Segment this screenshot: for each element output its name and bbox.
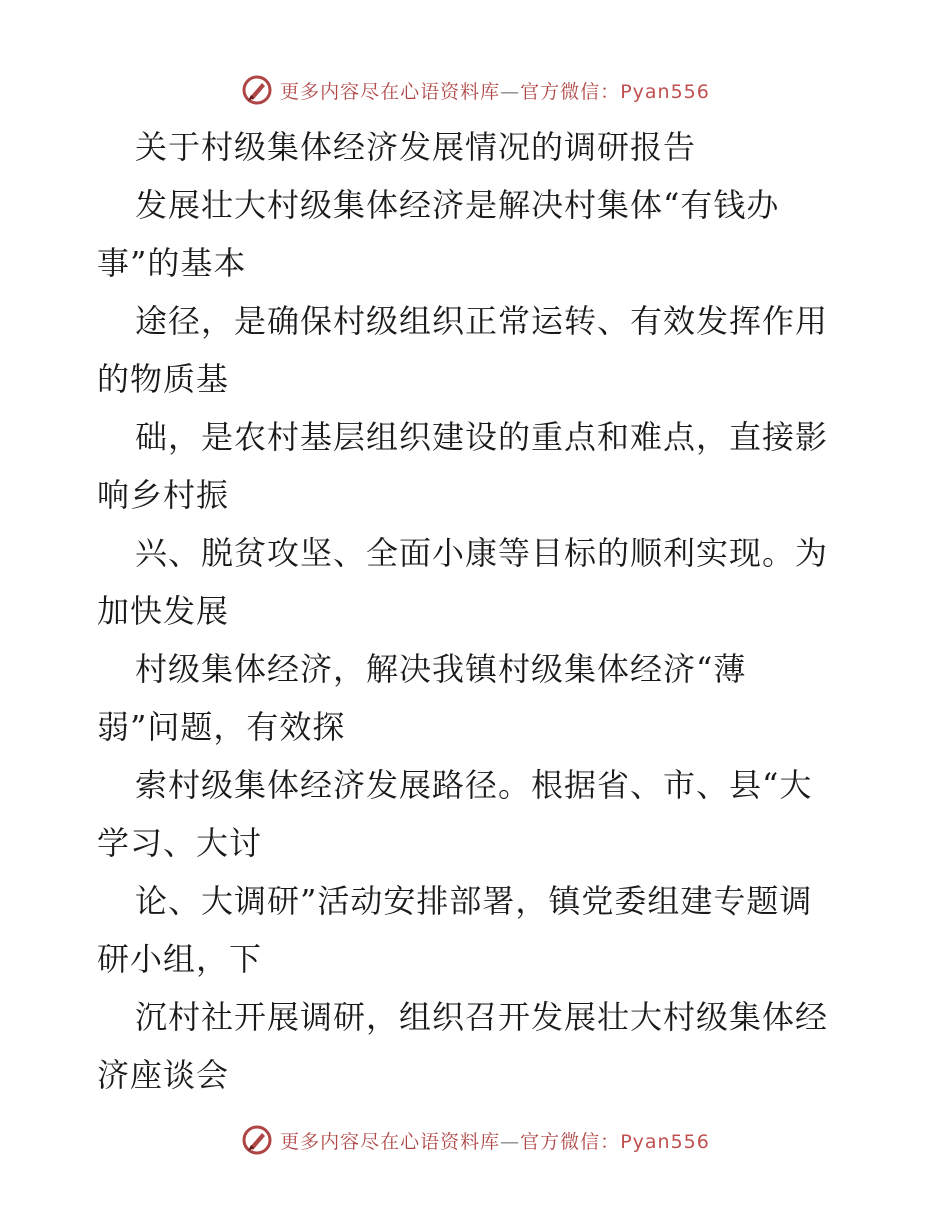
paragraph-line: 事”的基本	[97, 244, 247, 282]
paragraph-line: 论、大调研”活动安排部署，镇党委组建专题调	[135, 882, 813, 920]
paragraph-line: 响乡村振	[97, 476, 230, 514]
paragraph-line: 的物质基	[97, 360, 230, 398]
footer-watermark	[0, 1120, 950, 1160]
watermark-dash: —	[500, 80, 521, 103]
watermark-main: 更多内容尽在心语资料库	[280, 80, 501, 103]
header-watermark	[0, 70, 950, 110]
watermark-text	[280, 1127, 710, 1154]
paragraph-line: 础，是农村基层组织建设的重点和难点，直接影	[135, 418, 829, 456]
paragraph-line: 途径，是确保村级组织正常运转、有效发挥作用	[135, 302, 829, 340]
paragraph-line: 发展壮大村级集体经济是解决村集体“有钱办	[135, 186, 780, 224]
paragraph-line: 村级集体经济，解决我镇村级集体经济“薄	[135, 650, 747, 688]
paragraph-line: 兴、脱贫攻坚、全面小康等目标的顺利实现。为	[135, 534, 829, 572]
paragraph-line: 济座谈会	[97, 1056, 230, 1094]
watermark-suffix: 官方微信：	[520, 80, 621, 103]
paragraph-line: 弱”问题，有效探	[97, 708, 346, 746]
pen-nib-circle-icon	[240, 1123, 274, 1157]
watermark-suffix: 官方微信：	[520, 1130, 621, 1153]
watermark-text	[280, 77, 710, 104]
paragraph-line: 沉村社开展调研，组织召开发展壮大村级集体经	[135, 998, 829, 1036]
watermark-dash: —	[500, 1130, 521, 1153]
pen-nib-circle-icon	[240, 73, 274, 107]
paragraph-line: 学习、大讨	[97, 824, 263, 862]
paragraph-line: 加快发展	[97, 592, 230, 630]
document-body	[97, 118, 857, 1104]
watermark-id: Pyan556	[620, 1130, 710, 1153]
watermark-main: 更多内容尽在心语资料库	[280, 1130, 501, 1153]
paragraph-line: 研小组，下	[97, 940, 263, 978]
watermark-id: Pyan556	[620, 80, 710, 103]
document-title: 关于村级集体经济发展情况的调研报告	[135, 128, 697, 166]
paragraph-line: 索村级集体经济发展路径。根据省、市、县“大	[135, 766, 813, 804]
